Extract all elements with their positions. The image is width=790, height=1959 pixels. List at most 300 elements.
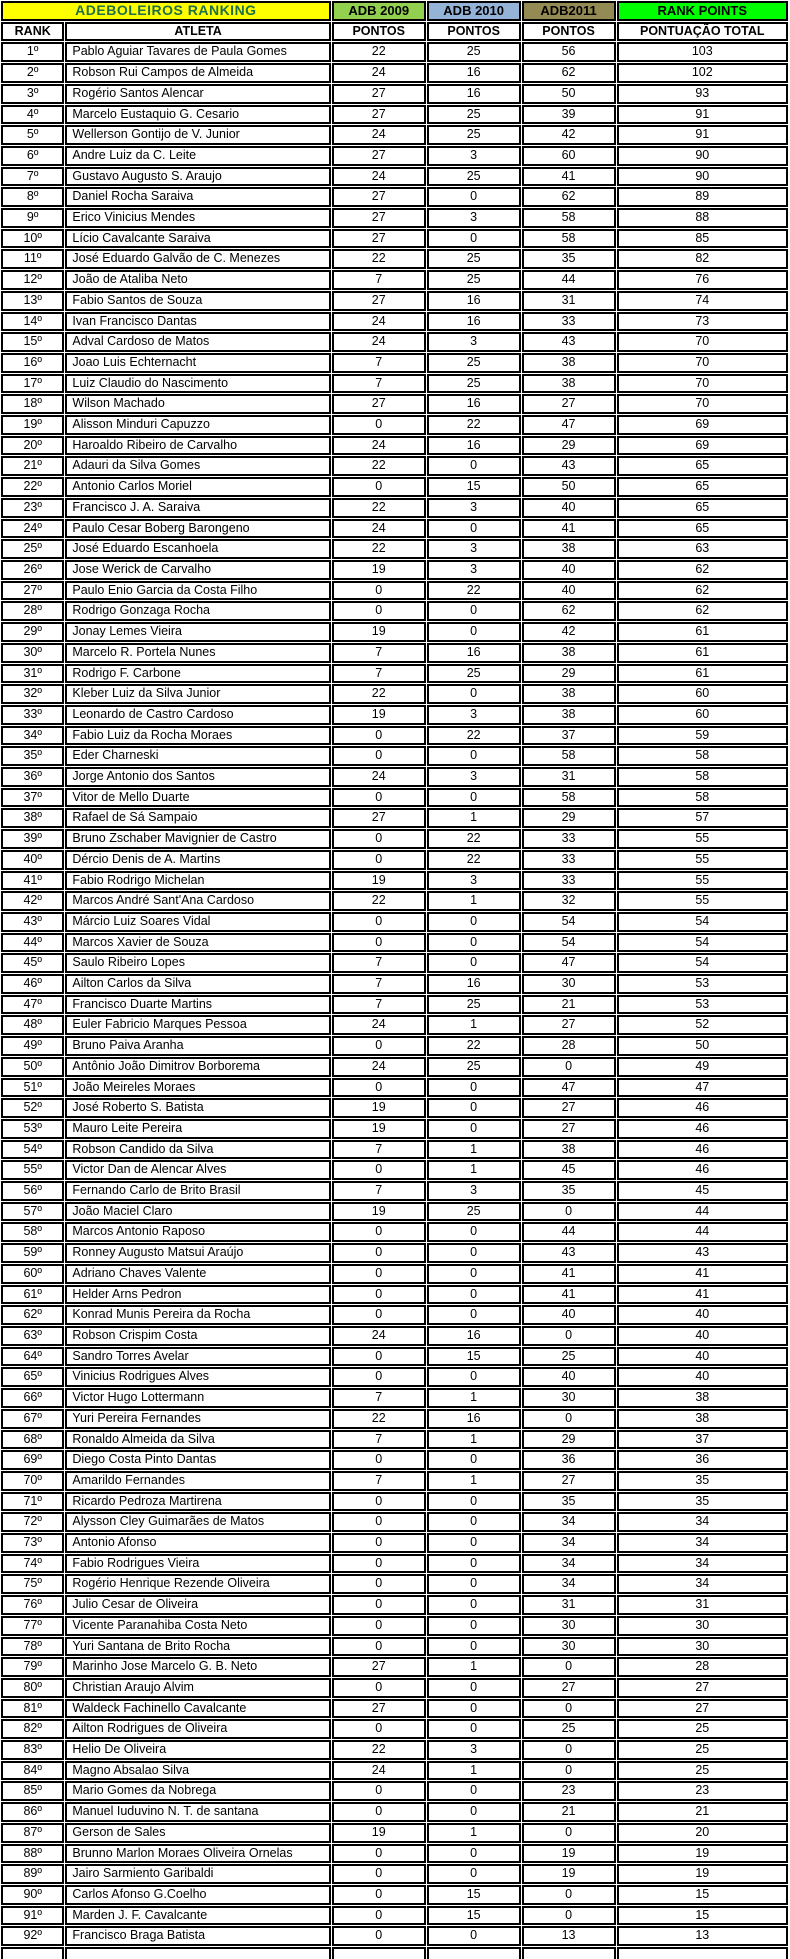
points-2009-cell: 0 <box>332 1864 426 1884</box>
total-points-cell: 61 <box>617 622 788 642</box>
column-header-adb-2010: ADB 2010 <box>427 1 521 21</box>
athlete-name-cell: Amarildo Fernandes <box>65 1471 330 1491</box>
rank-cell: 6º <box>1 146 64 166</box>
points-2010-cell: 1 <box>427 1160 521 1180</box>
athlete-name-cell: Adauri da Silva Gomes <box>65 456 330 476</box>
athlete-name-cell: João Meireles Moraes <box>65 1078 330 1098</box>
points-2009-cell: 0 <box>332 1616 426 1636</box>
points-2009-cell: 0 <box>332 788 426 808</box>
points-2011-cell: 0 <box>522 1740 616 1760</box>
points-2011-cell: 27 <box>522 1678 616 1698</box>
table-row <box>1 746 788 766</box>
points-2009-cell: 24 <box>332 63 426 83</box>
total-points-cell: 53 <box>617 974 788 994</box>
points-2009-cell: 19 <box>332 705 426 725</box>
athlete-name-cell: Ronney Augusto Matsui Araújo <box>65 1243 330 1263</box>
athlete-name-cell: Ailton Rodrigues de Oliveira <box>65 1719 330 1739</box>
rank-cell: 54º <box>1 1140 64 1160</box>
points-2011-cell: 0 <box>522 1761 616 1781</box>
athlete-name-cell: Carlos Afonso G.Coelho <box>65 1885 330 1905</box>
points-2010-cell: 22 <box>427 581 521 601</box>
points-2010-cell: 0 <box>427 622 521 642</box>
total-points-cell: 55 <box>617 850 788 870</box>
rank-cell: 71º <box>1 1492 64 1512</box>
points-2009-cell: 0 <box>332 581 426 601</box>
points-2011-cell: 34 <box>522 1574 616 1594</box>
rank-cell: 67º <box>1 1409 64 1429</box>
points-2010-cell: 0 <box>427 1678 521 1698</box>
rank-cell: 1º <box>1 42 64 62</box>
points-2010-cell: 0 <box>427 933 521 953</box>
table-row <box>1 1761 788 1781</box>
rank-cell: 33º <box>1 705 64 725</box>
points-2009-cell: 0 <box>332 1264 426 1284</box>
rank-cell: 18º <box>1 394 64 414</box>
total-points-cell: 34 <box>617 1533 788 1553</box>
rank-cell: 21º <box>1 456 64 476</box>
rank-cell: 8º <box>1 187 64 207</box>
athlete-name-cell: Marcos Xavier de Souza <box>65 933 330 953</box>
athlete-name-cell: Gustavo Augusto S. Araujo <box>65 167 330 187</box>
points-2009-cell: 0 <box>332 726 426 746</box>
points-2011-cell: 32 <box>522 891 616 911</box>
table-row <box>1 953 788 973</box>
total-points-cell: 69 <box>617 436 788 456</box>
points-2011-cell: 39 <box>522 105 616 125</box>
table-row <box>1 229 788 249</box>
athlete-name-cell: José Roberto S. Batista <box>65 1098 330 1118</box>
table-row <box>1 353 788 373</box>
points-2010-cell: 0 <box>427 229 521 249</box>
table-row <box>1 1015 788 1035</box>
points-2010-cell: 0 <box>427 953 521 973</box>
athlete-name-cell: Andre Luiz da C. Leite <box>65 146 330 166</box>
points-2010-cell: 3 <box>427 539 521 559</box>
total-points-cell: 41 <box>617 1285 788 1305</box>
athlete-name-cell: Diego Costa Pinto Dantas <box>65 1450 330 1470</box>
points-2009-cell: 27 <box>332 146 426 166</box>
rank-cell: 35º <box>1 746 64 766</box>
table-row <box>1 187 788 207</box>
table-row <box>1 891 788 911</box>
points-2010-cell: 0 <box>427 1512 521 1532</box>
athlete-name-cell: José Eduardo Escanhoela <box>65 539 330 559</box>
points-2009-cell: 24 <box>332 332 426 352</box>
points-2010-cell: 3 <box>427 498 521 518</box>
athlete-name-cell: Brunno Marlon Moraes Oliveira Ornelas <box>65 1844 330 1864</box>
total-points-cell: 23 <box>617 1781 788 1801</box>
table-row <box>1 1471 788 1491</box>
points-2011-cell: 47 <box>522 953 616 973</box>
rank-cell: 64º <box>1 1347 64 1367</box>
points-2009-cell: 0 <box>332 1222 426 1242</box>
athlete-name-cell <box>65 1947 330 1959</box>
points-2011-cell: 19 <box>522 1844 616 1864</box>
rank-cell: 59º <box>1 1243 64 1263</box>
points-2011-cell: 21 <box>522 1802 616 1822</box>
rank-cell: 48º <box>1 1015 64 1035</box>
points-2010-cell: 1 <box>427 808 521 828</box>
rank-cell: 22º <box>1 477 64 497</box>
points-2009-cell: 7 <box>332 1181 426 1201</box>
table-row <box>1 456 788 476</box>
total-points-cell: 61 <box>617 643 788 663</box>
points-2011-cell: 62 <box>522 601 616 621</box>
total-points-cell: 34 <box>617 1574 788 1594</box>
points-2010-cell: 0 <box>427 1595 521 1615</box>
total-points-cell: 91 <box>617 105 788 125</box>
total-points-cell: 47 <box>617 1078 788 1098</box>
points-2009-cell: 27 <box>332 808 426 828</box>
total-points-cell: 59 <box>617 726 788 746</box>
points-2010-cell: 16 <box>427 1326 521 1346</box>
table-row <box>1 767 788 787</box>
points-2011-cell: 62 <box>522 63 616 83</box>
points-2010-cell: 15 <box>427 477 521 497</box>
points-2011-cell: 27 <box>522 394 616 414</box>
column-header-points-2009: PONTOS <box>332 22 426 42</box>
athlete-name-cell: Magno Absalao Silva <box>65 1761 330 1781</box>
table-row <box>1 1181 788 1201</box>
table-row <box>1 1057 788 1077</box>
total-points-cell: 38 <box>617 1388 788 1408</box>
rank-cell: 91º <box>1 1906 64 1926</box>
rank-cell: 55º <box>1 1160 64 1180</box>
points-2010-cell: 15 <box>427 1885 521 1905</box>
table-row <box>1 1264 788 1284</box>
points-2009-cell: 7 <box>332 1430 426 1450</box>
points-2011-cell: 29 <box>522 1430 616 1450</box>
athlete-name-cell: Vinicius Rodrigues Alves <box>65 1367 330 1387</box>
total-points-cell: 60 <box>617 705 788 725</box>
points-2009-cell: 0 <box>332 1347 426 1367</box>
rank-cell: 11º <box>1 249 64 269</box>
rank-cell: 12º <box>1 270 64 290</box>
athlete-name-cell: Robson Rui Campos de Almeida <box>65 63 330 83</box>
athlete-name-cell: Saulo Ribeiro Lopes <box>65 953 330 973</box>
athlete-name-cell: Fabio Rodrigues Vieira <box>65 1554 330 1574</box>
total-points-cell: 46 <box>617 1119 788 1139</box>
points-2011-cell: 27 <box>522 1471 616 1491</box>
rank-cell: 23º <box>1 498 64 518</box>
points-2009-cell: 24 <box>332 1057 426 1077</box>
points-2009-cell: 0 <box>332 829 426 849</box>
table-row <box>1 705 788 725</box>
points-2009-cell: 27 <box>332 229 426 249</box>
rank-cell: 37º <box>1 788 64 808</box>
points-2010-cell: 25 <box>427 249 521 269</box>
points-2009-cell: 22 <box>332 249 426 269</box>
points-2009-cell: 24 <box>332 519 426 539</box>
points-2010-cell: 25 <box>427 105 521 125</box>
points-2009-cell: 27 <box>332 394 426 414</box>
total-points-cell: 57 <box>617 808 788 828</box>
total-points-cell: 88 <box>617 208 788 228</box>
points-2010-cell: 3 <box>427 1181 521 1201</box>
athlete-name-cell: Fabio Rodrigo Michelan <box>65 871 330 891</box>
total-points-cell: 70 <box>617 394 788 414</box>
points-2009-cell: 19 <box>332 1202 426 1222</box>
total-points-cell: 43 <box>617 1243 788 1263</box>
points-2011-cell: 35 <box>522 249 616 269</box>
total-points-cell: 54 <box>617 912 788 932</box>
points-2011-cell: 50 <box>522 477 616 497</box>
athlete-name-cell: Marcelo R. Portela Nunes <box>65 643 330 663</box>
table-row <box>1 1802 788 1822</box>
points-2010-cell: 0 <box>427 1699 521 1719</box>
athlete-name-cell: Vicente Paranahiba Costa Neto <box>65 1616 330 1636</box>
points-2010-cell: 25 <box>427 664 521 684</box>
athlete-name-cell: João de Ataliba Neto <box>65 270 330 290</box>
points-2011-cell: 0 <box>522 1409 616 1429</box>
athlete-name-cell: Dércio Denis de A. Martins <box>65 850 330 870</box>
column-header-adb-2011: ADB2011 <box>522 1 616 21</box>
points-2009-cell: 7 <box>332 1140 426 1160</box>
table-row <box>1 1450 788 1470</box>
points-2010-cell: 3 <box>427 767 521 787</box>
total-points-cell: 102 <box>617 63 788 83</box>
rank-cell: 74º <box>1 1554 64 1574</box>
points-2009-cell: 7 <box>332 374 426 394</box>
points-2009-cell: 0 <box>332 1906 426 1926</box>
rank-cell: 36º <box>1 767 64 787</box>
points-2010-cell: 25 <box>427 42 521 62</box>
total-points-cell: 65 <box>617 477 788 497</box>
points-2011-cell: 0 <box>522 1699 616 1719</box>
table-row <box>1 1678 788 1698</box>
total-points-cell: 40 <box>617 1347 788 1367</box>
table-row <box>1 105 788 125</box>
total-points-cell: 65 <box>617 519 788 539</box>
athlete-name-cell: Marcelo Eustaquio G. Cesario <box>65 105 330 125</box>
points-2010-cell: 0 <box>427 1492 521 1512</box>
points-2011-cell: 35 <box>522 1492 616 1512</box>
points-2011-cell: 30 <box>522 974 616 994</box>
total-points-cell: 89 <box>617 187 788 207</box>
points-2010-cell: 3 <box>427 560 521 580</box>
points-2011-cell: 27 <box>522 1119 616 1139</box>
points-2009-cell: 0 <box>332 1450 426 1470</box>
points-2010-cell: 0 <box>427 912 521 932</box>
athlete-name-cell: Haroaldo Ribeiro de Carvalho <box>65 436 330 456</box>
athlete-name-cell: Fabio Luiz da Rocha Moraes <box>65 726 330 746</box>
rank-cell: 70º <box>1 1471 64 1491</box>
total-points-cell: 15 <box>617 1906 788 1926</box>
total-points-cell: 46 <box>617 1098 788 1118</box>
total-points-cell: 46 <box>617 1140 788 1160</box>
athlete-name-cell: Jairo Sarmiento Garibaldi <box>65 1864 330 1884</box>
points-2010-cell: 0 <box>427 1719 521 1739</box>
points-2010-cell: 0 <box>427 1264 521 1284</box>
points-2009-cell: 7 <box>332 643 426 663</box>
points-2010-cell: 1 <box>427 891 521 911</box>
points-2009-cell: 19 <box>332 871 426 891</box>
points-2010-cell: 16 <box>427 974 521 994</box>
points-2009-cell: 24 <box>332 125 426 145</box>
points-2009-cell: 27 <box>332 105 426 125</box>
points-2010-cell: 0 <box>427 1864 521 1884</box>
total-points-cell: 62 <box>617 601 788 621</box>
points-2011-cell: 29 <box>522 664 616 684</box>
points-2009-cell: 0 <box>332 1719 426 1739</box>
points-2010-cell: 25 <box>427 1057 521 1077</box>
points-2011-cell: 40 <box>522 1367 616 1387</box>
athlete-name-cell: Marinho Jose Marcelo G. B. Neto <box>65 1657 330 1677</box>
table-row <box>1 1222 788 1242</box>
column-header-total-points: PONTUAÇÃO TOTAL <box>617 22 788 42</box>
table-row <box>1 995 788 1015</box>
points-2011-cell: 38 <box>522 1140 616 1160</box>
points-2009-cell: 22 <box>332 498 426 518</box>
rank-cell: 45º <box>1 953 64 973</box>
empty-row <box>1 1947 788 1959</box>
total-points-cell: 82 <box>617 249 788 269</box>
points-2011-cell: 42 <box>522 622 616 642</box>
table-row <box>1 974 788 994</box>
athlete-name-cell: Yuri Pereira Fernandes <box>65 1409 330 1429</box>
points-2010-cell: 22 <box>427 829 521 849</box>
athlete-name-cell: Erico Vinicius Mendes <box>65 208 330 228</box>
total-points-cell: 49 <box>617 1057 788 1077</box>
points-2011-cell: 43 <box>522 1243 616 1263</box>
points-2010-cell: 16 <box>427 643 521 663</box>
athlete-name-cell: Eder Charneski <box>65 746 330 766</box>
table-row <box>1 1140 788 1160</box>
points-2011-cell: 33 <box>522 871 616 891</box>
total-points-cell: 55 <box>617 871 788 891</box>
points-2010-cell: 16 <box>427 394 521 414</box>
points-2009-cell: 24 <box>332 1326 426 1346</box>
points-2010-cell: 1 <box>427 1015 521 1035</box>
points-2011-cell: 40 <box>522 1305 616 1325</box>
rank-cell: 43º <box>1 912 64 932</box>
table-row <box>1 1906 788 1926</box>
points-2009-cell: 0 <box>332 1554 426 1574</box>
total-points-cell: 90 <box>617 146 788 166</box>
athlete-name-cell: Jose Werick de Carvalho <box>65 560 330 580</box>
rank-cell: 60º <box>1 1264 64 1284</box>
athlete-name-cell: Ronaldo Almeida da Silva <box>65 1430 330 1450</box>
table-row <box>1 498 788 518</box>
total-points-cell: 76 <box>617 270 788 290</box>
table-row <box>1 249 788 269</box>
table-row <box>1 63 788 83</box>
points-2011-cell: 27 <box>522 1015 616 1035</box>
table-row <box>1 146 788 166</box>
athlete-name-cell: Daniel Rocha Saraiva <box>65 187 330 207</box>
rank-cell: 56º <box>1 1181 64 1201</box>
points-2010-cell: 25 <box>427 1202 521 1222</box>
athlete-name-cell: Marcos Antonio Raposo <box>65 1222 330 1242</box>
points-2010-cell: 0 <box>427 1119 521 1139</box>
athlete-name-cell: Bruno Paiva Aranha <box>65 1036 330 1056</box>
rank-cell: 44º <box>1 933 64 953</box>
points-2010-cell: 22 <box>427 415 521 435</box>
rank-cell: 79º <box>1 1657 64 1677</box>
points-2011-cell: 60 <box>522 146 616 166</box>
points-2010-cell: 25 <box>427 353 521 373</box>
points-2010-cell: 0 <box>427 1285 521 1305</box>
athlete-name-cell: Paulo Cesar Boberg Barongeno <box>65 519 330 539</box>
rank-cell: 38º <box>1 808 64 828</box>
points-2009-cell: 7 <box>332 1388 426 1408</box>
rank-cell: 40º <box>1 850 64 870</box>
points-2009-cell: 19 <box>332 1119 426 1139</box>
points-2011-cell: 13 <box>522 1926 616 1946</box>
rank-cell: 34º <box>1 726 64 746</box>
points-2010-cell: 22 <box>427 850 521 870</box>
points-2009-cell: 0 <box>332 477 426 497</box>
table-row <box>1 1823 788 1843</box>
total-points-cell: 73 <box>617 312 788 332</box>
rank-cell: 73º <box>1 1533 64 1553</box>
points-2010-cell <box>427 1947 521 1959</box>
total-points-cell: 20 <box>617 1823 788 1843</box>
athlete-name-cell: Marcos André Sant'Ana Cardoso <box>65 891 330 911</box>
table-row <box>1 1657 788 1677</box>
total-points-cell: 44 <box>617 1202 788 1222</box>
points-2011-cell: 0 <box>522 1885 616 1905</box>
table-row <box>1 1119 788 1139</box>
rank-cell: 47º <box>1 995 64 1015</box>
points-2009-cell: 7 <box>332 974 426 994</box>
rank-cell: 20º <box>1 436 64 456</box>
rank-cell: 31º <box>1 664 64 684</box>
total-points-cell: 19 <box>617 1844 788 1864</box>
rank-cell: 42º <box>1 891 64 911</box>
total-points-cell: 35 <box>617 1492 788 1512</box>
table-row <box>1 1554 788 1574</box>
rank-cell: 24º <box>1 519 64 539</box>
total-points-cell: 70 <box>617 374 788 394</box>
points-2011-cell: 31 <box>522 767 616 787</box>
points-2011-cell: 33 <box>522 850 616 870</box>
rank-cell: 69º <box>1 1450 64 1470</box>
points-2011-cell: 58 <box>522 208 616 228</box>
points-2009-cell: 0 <box>332 1595 426 1615</box>
points-2009-cell: 24 <box>332 767 426 787</box>
points-2010-cell: 3 <box>427 871 521 891</box>
points-2009-cell: 0 <box>332 1078 426 1098</box>
athlete-name-cell: Manuel Iuduvino N. T. de santana <box>65 1802 330 1822</box>
points-2010-cell: 0 <box>427 519 521 539</box>
points-2009-cell: 22 <box>332 684 426 704</box>
total-points-cell: 34 <box>617 1512 788 1532</box>
table-row <box>1 1098 788 1118</box>
table-row <box>1 601 788 621</box>
total-points-cell: 40 <box>617 1367 788 1387</box>
header-row-years <box>1 1 788 21</box>
table-row <box>1 394 788 414</box>
rank-cell: 3º <box>1 84 64 104</box>
points-2010-cell: 0 <box>427 1802 521 1822</box>
points-2009-cell: 0 <box>332 1844 426 1864</box>
points-2009-cell: 27 <box>332 291 426 311</box>
points-2010-cell: 16 <box>427 1409 521 1429</box>
points-2011-cell: 34 <box>522 1533 616 1553</box>
table-row <box>1 477 788 497</box>
points-2009-cell: 0 <box>332 1036 426 1056</box>
athlete-name-cell: João Maciel Claro <box>65 1202 330 1222</box>
total-points-cell: 103 <box>617 42 788 62</box>
table-row <box>1 539 788 559</box>
rank-cell: 14º <box>1 312 64 332</box>
rank-cell: 50º <box>1 1057 64 1077</box>
points-2011-cell: 38 <box>522 684 616 704</box>
points-2010-cell: 0 <box>427 456 521 476</box>
table-row <box>1 125 788 145</box>
points-2009-cell: 0 <box>332 1285 426 1305</box>
